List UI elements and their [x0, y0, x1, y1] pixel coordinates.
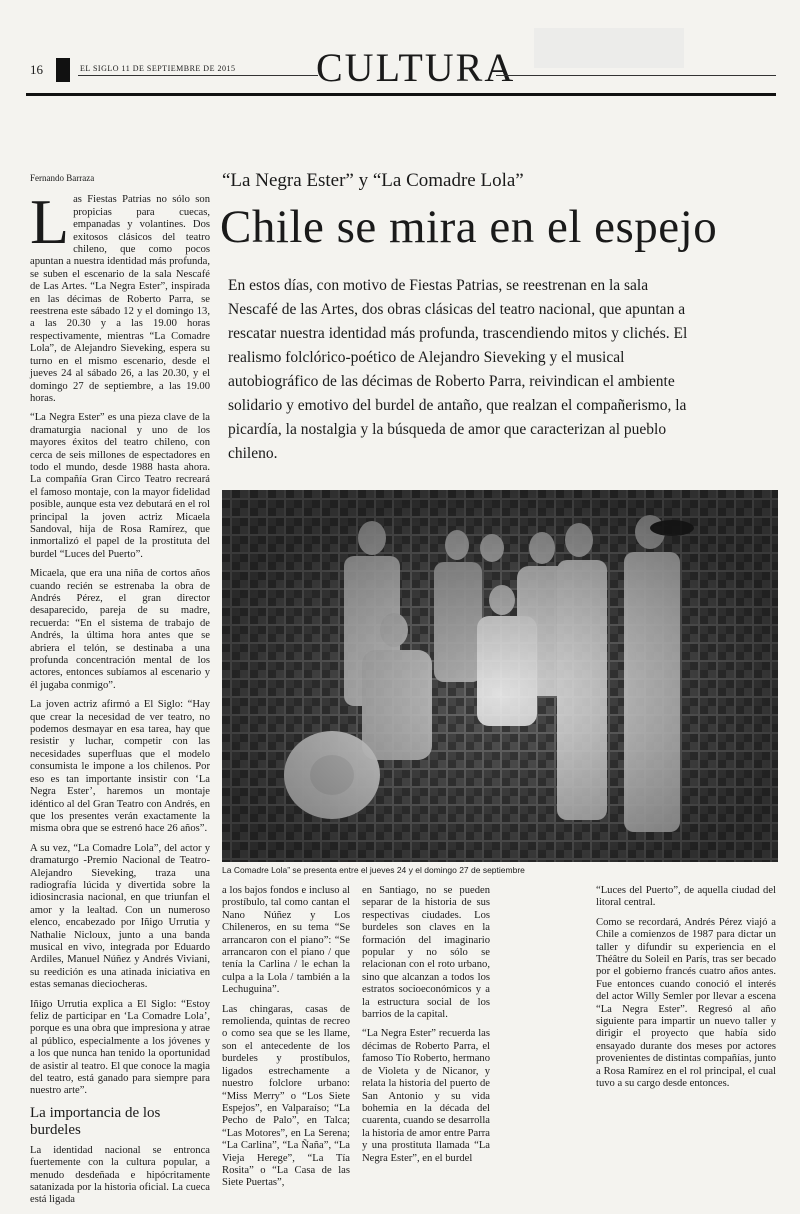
- subheading: La importancia de los burdeles: [30, 1104, 161, 1138]
- paragraph: Las chingaras, casas de remolienda, quintas de recreo o como sea que se les llame, son el antecedente de los burdeles y prostíbulos, ligados estrechamente a nuestro folclore urbano: “Miss Merry” o “Los Siete Espejos”, en Valparaíso; “La Pecho de Palo”, en Talca; “Las Motores”, en La Serena; “La Carlina”, “La Ñaña”, “La Vieja Herege”, “La Tía Rosita” o “La Casa de las Siete Puertas”,: [222, 1003, 350, 1189]
- paragraph: Micaela, que era una niña de cortos años cuando recién se estrenaba la obra de Andrés Pérez, el gran director desaparecido, pareja de su madre, recuerda: “En el sistema de trabajo de Andrés, la última hora antes que se abriera el telón, se destinaba a una profunda concentración mental de los actores, entonces subíamos al escenario y él jugaba conmigo”.: [30, 568, 210, 691]
- photo-caption: La Comadre Lola” se presenta entre el jueves 24 y el domingo 27 de septiembre: [222, 865, 525, 875]
- section-title: CULTURA: [316, 45, 516, 90]
- paragraph: A su vez, “La Comadre Lola”, del actor y dramaturgo -Premio Nacional de Teatro- Alejandro Sieveking, traza una radiografía lúcida y divertida sobre la idiosincrasia nacional, en que triunfan el amor y la lealtad. Con un numeroso elenco, encabezado por Iñigo Urrutia y Nathalie Nicloux, junto a una banda musical en vivo, integrada por Eduardo Ardiles, Manuel Núñez y Andrés Viviani, su reedición es una atinada iniciativa en estas semanas dieciocheras.: [30, 842, 210, 991]
- header-rule-right: [496, 75, 776, 76]
- paragraph: “La Negra Ester” es una pieza clave de la dramaturgia nacional y uno de los mayores éxitos del teatro chileno, con cerca de seis millones de espectadores en todo el mundo, desde 1988 hasta ahora. La compañía Gran Circo Teatro recreará el famoso montaje, con la mayor fidelidad posible, aunque esta vez debutará en el rol principal la joven actriz Micaela Sandoval, hija de Rosa Ramírez, que inmortalizó el papel de la prostituta del burdel “Luces del Puerto”.: [30, 412, 210, 560]
- body-column-2: [222, 885, 350, 1197]
- paragraph: Iñigo Urrutia explica a El Siglo: “Estoy feliz de participar en ‘La Comadre Lola’, porque es una obra que impresiona y atrae al público, especialmente a los jóvenes y a los que nunca han tenido la oportunidad de asistir al teatro. El que conoce la magia del teatro, está ganado para siempre para nuestro arte”.: [30, 998, 210, 1097]
- paragraph: Como se recordará, Andrés Pérez viajó a Chile a comienzos de 1987 para dictar un taller y difundir su experiencia en el Théâtre du Soleil en París, tras ser becado por el gobierno francés cuatro años antes. Fue entonces cuando conoció el interés del actor Willy Semler por llevar a escena “La Negra Ester”. Regresó al año siguiente para impartir un nuevo taller y dirigir el proyecto que había sido ensayado durante dos meses por actores provenientes de distintas compañías, junto a Rosa Ramírez en el rol principal, el cual tuvo a su cargo desde entonces.: [596, 916, 776, 1090]
- paragraph: a los bajos fondos e incluso al prostíbulo, tal como cantan el Nano Núñez y Los Chileneros, en su tema “Se arrancaron con el piano”: “Se arrancaron con el piano / que tenía la Carlina / le echan la culpa a la Lola / también a la Lechuguina”.: [222, 885, 350, 996]
- left-column: [30, 172, 210, 1214]
- lead-paragraph: En estos días, con motivo de Fiestas Patrias, se reestrenan en la sala Nescafé de las Artes, dos obras clásicas del teatro nacional, que apuntan a rescatar nuestra identidad más profunda, trascendiendo mitos y clichés. El realismo folclórico-poético de Alejandro Sieveking y el musical autobiográfico de las décimas de Roberto Parra, reivindican el ambiente solidario y emotivo del burdel de antaño, que realzan el compañerismo, la picardía, la nostalgia y la búsqueda de amor que caracterizan al pueblo chileno.: [228, 277, 688, 462]
- cast-photo: [222, 490, 778, 862]
- paragraph: en Santiago, no se pueden separar de la historia de sus respectivas ciudades. Los burdeles son claves en la formación del imaginario popular y no sólo se relacionan con el roto urbano, sino que alcanzan a todos los estratos socioeconómicos y a la estructura social de los barrios de la capital.: [362, 885, 490, 1021]
- page-number-bar: [56, 58, 70, 82]
- paragraph: “Luces del Puerto”, de aquella ciudad del litoral central.: [596, 885, 776, 909]
- body-column-3: [362, 885, 490, 1172]
- kicker: “La Negra Ester” y “La Comadre Lola”: [222, 170, 524, 191]
- header-divider: [26, 93, 776, 96]
- headline: Chile se mira en el espejo: [220, 201, 718, 253]
- paragraph: “La Negra Ester” recuerda las décimas de Roberto Parra, el famoso Tío Roberto, hermano de Violeta y de Nicanor, y relata la historia del puerto de San Antonio y su vida bohemia en la década del cuarenta, cuando se desarrolla la historia de amor entre Parra y una prostituta llamada “La Negra Ester”, en el burdel: [362, 1028, 490, 1164]
- masthead-date: EL SIGLO 11 DE SEPTIEMBRE DE 2015: [80, 64, 236, 73]
- paragraph: La joven actriz afirmó a El Siglo: “Hay que crear la necesidad de ver teatro, no podemos desmayar en esa tarea, hay que resistir y luchar, competir con las necesidades superfluas que el modelo consumista le impone a los chilenos. Por eso es tan importante insistir con ‘La Negra Ester’, haremos un montaje idéntico al del Gran Teatro con Andrés, en que los presentes verán exactamente la misma obra que se estrenó hace 26 años”.: [30, 699, 210, 835]
- drop-cap: L: [30, 186, 70, 258]
- body-column-4: [596, 885, 776, 1098]
- header-rule-left: [78, 75, 318, 76]
- byline: Fernando Barraza: [30, 173, 95, 183]
- cast-photo-illustration: [222, 490, 778, 862]
- page-number: 16: [30, 62, 43, 77]
- paragraph: Las Fiestas Patrias no sólo son propicias para cuecas, empanadas y volantines. Dos exitosos clásicos del teatro chileno, que como pocos apuntan a nuestra identidad más profunda, se suben el escenario de la sala Nescafé de Las Artes. “La Negra Ester”, inspirada en las décimas de Roberto Parra, se reestrena este sábado 12 y el domingo 13, a las 20.30 y a las 19.00 horas respectivamente, mientras “La Comadre Lola”, de Alejandro Sieveking, espera su turno en el mismo escenario, desde el jueves 24 al sábado 26, a las 20.30, y el domingo 27 de septiembre, a las 19.00 horas.: [30, 186, 210, 404]
- paragraph: La identidad nacional se entronca fuertemente con la cultura popular, a menudo desdeñada e hipócritamente satanizada por la historia oficial. La cueca está ligada: [30, 1144, 210, 1206]
- page-header: [26, 44, 776, 96]
- redacted-box: [534, 28, 684, 68]
